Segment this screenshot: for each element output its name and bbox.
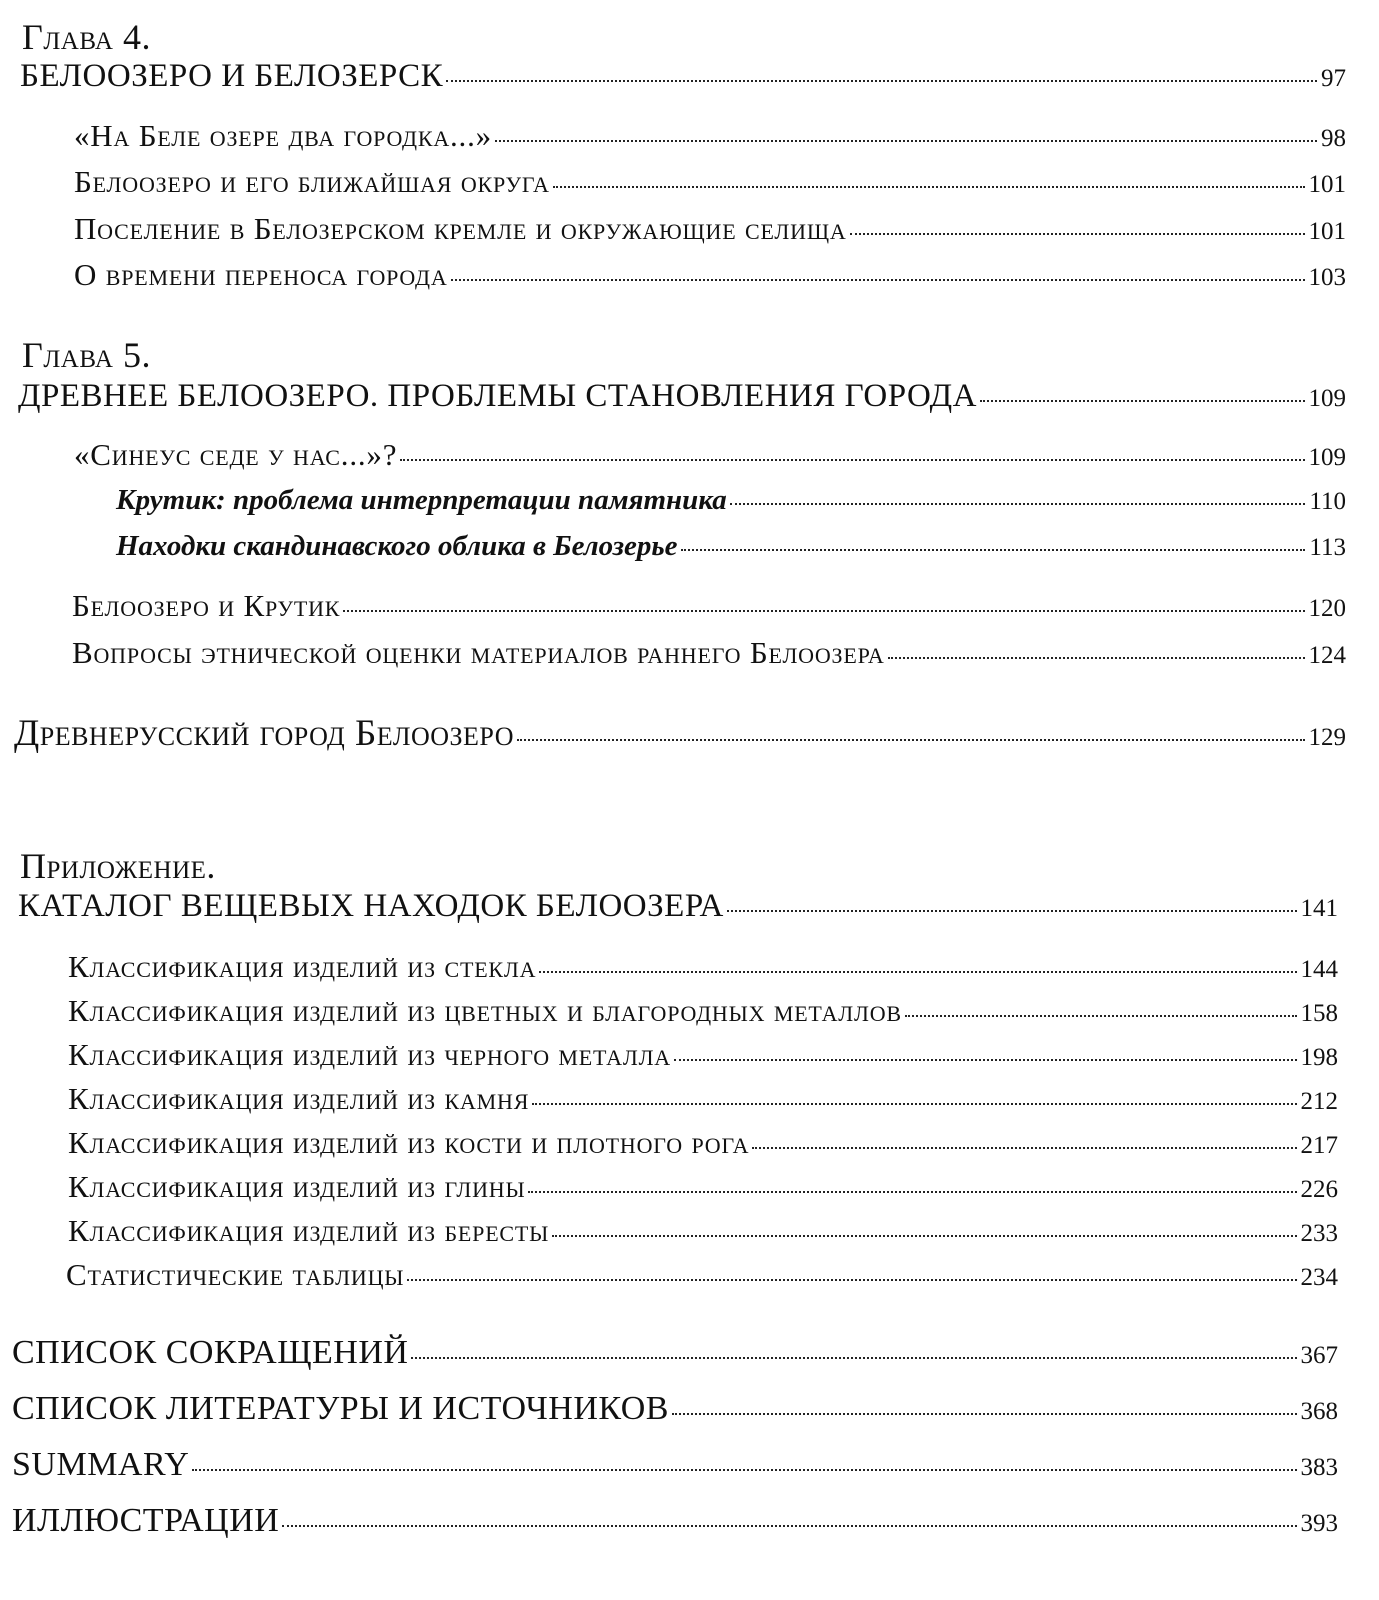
entry-title: «На Беле озере два городка...» [74,118,492,153]
entry-page: 113 [1309,534,1346,561]
entry-page: 233 [1300,1220,1338,1247]
toc-entry [74,118,1346,154]
toc-entry [72,588,1346,624]
appendix-page: 141 [1300,895,1338,922]
leader-dots [407,1279,1296,1281]
entry-page: 110 [1309,488,1346,515]
toc-entry [74,257,1346,293]
entry-title: О времени переноса города [74,257,448,292]
chapter-4-page: 97 [1321,65,1346,92]
entry-title: «Синеус седе у нас...»? [74,437,398,472]
toc-entry [68,1213,1338,1249]
entry-title: Вопросы этнической оценки материалов раннего Белоозера [72,635,885,670]
leader-dots [727,910,1297,912]
entry-page: 101 [1308,218,1346,245]
leader-dots [674,1059,1297,1061]
toc-entry [68,993,1338,1029]
toc-entry-major [12,1502,1338,1540]
leader-dots [888,657,1305,659]
toc-entry [68,1169,1338,1205]
chapter-4-label: Глава 4. [22,17,151,57]
leader-dots [451,279,1305,281]
chapter-5-title: ДРЕВНЕЕ БЕЛООЗЕРО. ПРОБЛЕМЫ СТАНОВЛЕНИЯ ГОРОДА [18,378,977,414]
entry-page: 383 [1300,1454,1338,1481]
leader-dots [400,459,1304,461]
leader-dots [532,1103,1296,1105]
toc-entry [66,1257,1338,1293]
entry-page: 98 [1321,125,1346,152]
entry-title: Классификация изделий из камня [68,1081,530,1116]
entry-title: СПИСОК ЛИТЕРАТУРЫ И ИСТОЧНИКОВ [12,1390,669,1427]
chapter-5-entry [18,378,1346,415]
leader-dots [672,1413,1297,1415]
entry-title: Классификация изделий из стекла [68,949,537,984]
entry-title: Крутик: проблема интерпретации памятника [116,484,727,516]
toc-entry [68,1125,1338,1161]
entry-page: 198 [1300,1044,1338,1071]
toc-entry-major [12,1334,1338,1372]
entry-page: 367 [1300,1342,1338,1369]
chapter-4-title: БЕЛООЗЕРО И БЕЛОЗЕРСК [20,58,444,94]
entry-title: Классификация изделий из бересты [68,1213,550,1248]
leader-dots [752,1147,1296,1149]
leader-dots [411,1357,1296,1359]
entry-page: 212 [1300,1088,1338,1115]
entry-title: Древнерусский город Белоозеро [14,713,514,754]
chapter-5-page: 109 [1308,385,1346,412]
entry-title: СПИСОК СОКРАЩЕНИЙ [12,1334,409,1371]
entry-title: Белоозеро и его ближайшая округа [74,164,550,199]
leader-dots [517,739,1305,741]
toc-entry [68,949,1338,985]
chapter-5-label: Глава 5. [22,335,151,375]
appendix-title: КАТАЛОГ ВЕЩЕВЫХ НАХОДОК БЕЛООЗЕРА [18,888,724,924]
entry-page: 368 [1300,1398,1338,1425]
entry-page: 144 [1300,956,1338,983]
entry-page: 101 [1308,171,1346,198]
leader-dots [980,400,1305,402]
appendix-entry [18,888,1338,925]
entry-title: Находки скандинавского облика в Белозерье [116,530,678,562]
toc-entry-major [12,1446,1338,1484]
entry-page: 234 [1300,1264,1338,1291]
leader-dots [850,233,1305,235]
leader-dots [495,140,1317,142]
entry-title: Классификация изделий из цветных и благородных металлов [68,993,902,1028]
entry-title: Классификация изделий из кости и плотного рога [68,1125,750,1160]
leader-dots [730,503,1306,505]
leader-dots [446,80,1317,82]
entry-title: SUMMARY [12,1446,190,1483]
toc-subentry [116,484,1346,517]
entry-title: Поселение в Белозерском кремле и окружающие селища [74,211,847,246]
appendix-label: Приложение. [20,846,216,886]
entry-title: Классификация изделий из черного металла [68,1037,671,1072]
entry-page: 158 [1300,1000,1338,1027]
entry-page: 120 [1308,595,1346,622]
entry-page: 226 [1300,1176,1338,1203]
leader-dots [282,1525,1296,1527]
toc-entry [68,1081,1338,1117]
toc-entry-major [14,712,1346,755]
leader-dots [552,1235,1296,1237]
entry-page: 109 [1308,444,1346,471]
entry-page: 217 [1300,1132,1338,1159]
entry-title: Белоозеро и Крутик [72,588,341,623]
toc-entry [74,164,1346,200]
toc-subentry [116,530,1346,563]
entry-page: 103 [1308,264,1346,291]
entry-page: 124 [1308,642,1346,669]
leader-dots [192,1469,1296,1471]
toc-entry [72,635,1346,671]
leader-dots [539,971,1296,973]
toc-entry-major [12,1390,1338,1428]
toc-entry [74,211,1346,247]
toc-entry [68,1037,1338,1073]
entry-title: ИЛЛЮСТРАЦИИ [12,1502,280,1539]
leader-dots [343,610,1304,612]
leader-dots [528,1191,1296,1193]
leader-dots [553,186,1305,188]
leader-dots [681,549,1306,551]
chapter-4-entry [20,58,1346,95]
entry-title: Классификация изделий из глины [68,1169,526,1204]
entry-page: 393 [1300,1510,1338,1537]
entry-page: 129 [1308,724,1346,751]
leader-dots [905,1015,1297,1017]
entry-title: Статистические таблицы [66,1257,405,1292]
toc-entry [74,437,1346,473]
